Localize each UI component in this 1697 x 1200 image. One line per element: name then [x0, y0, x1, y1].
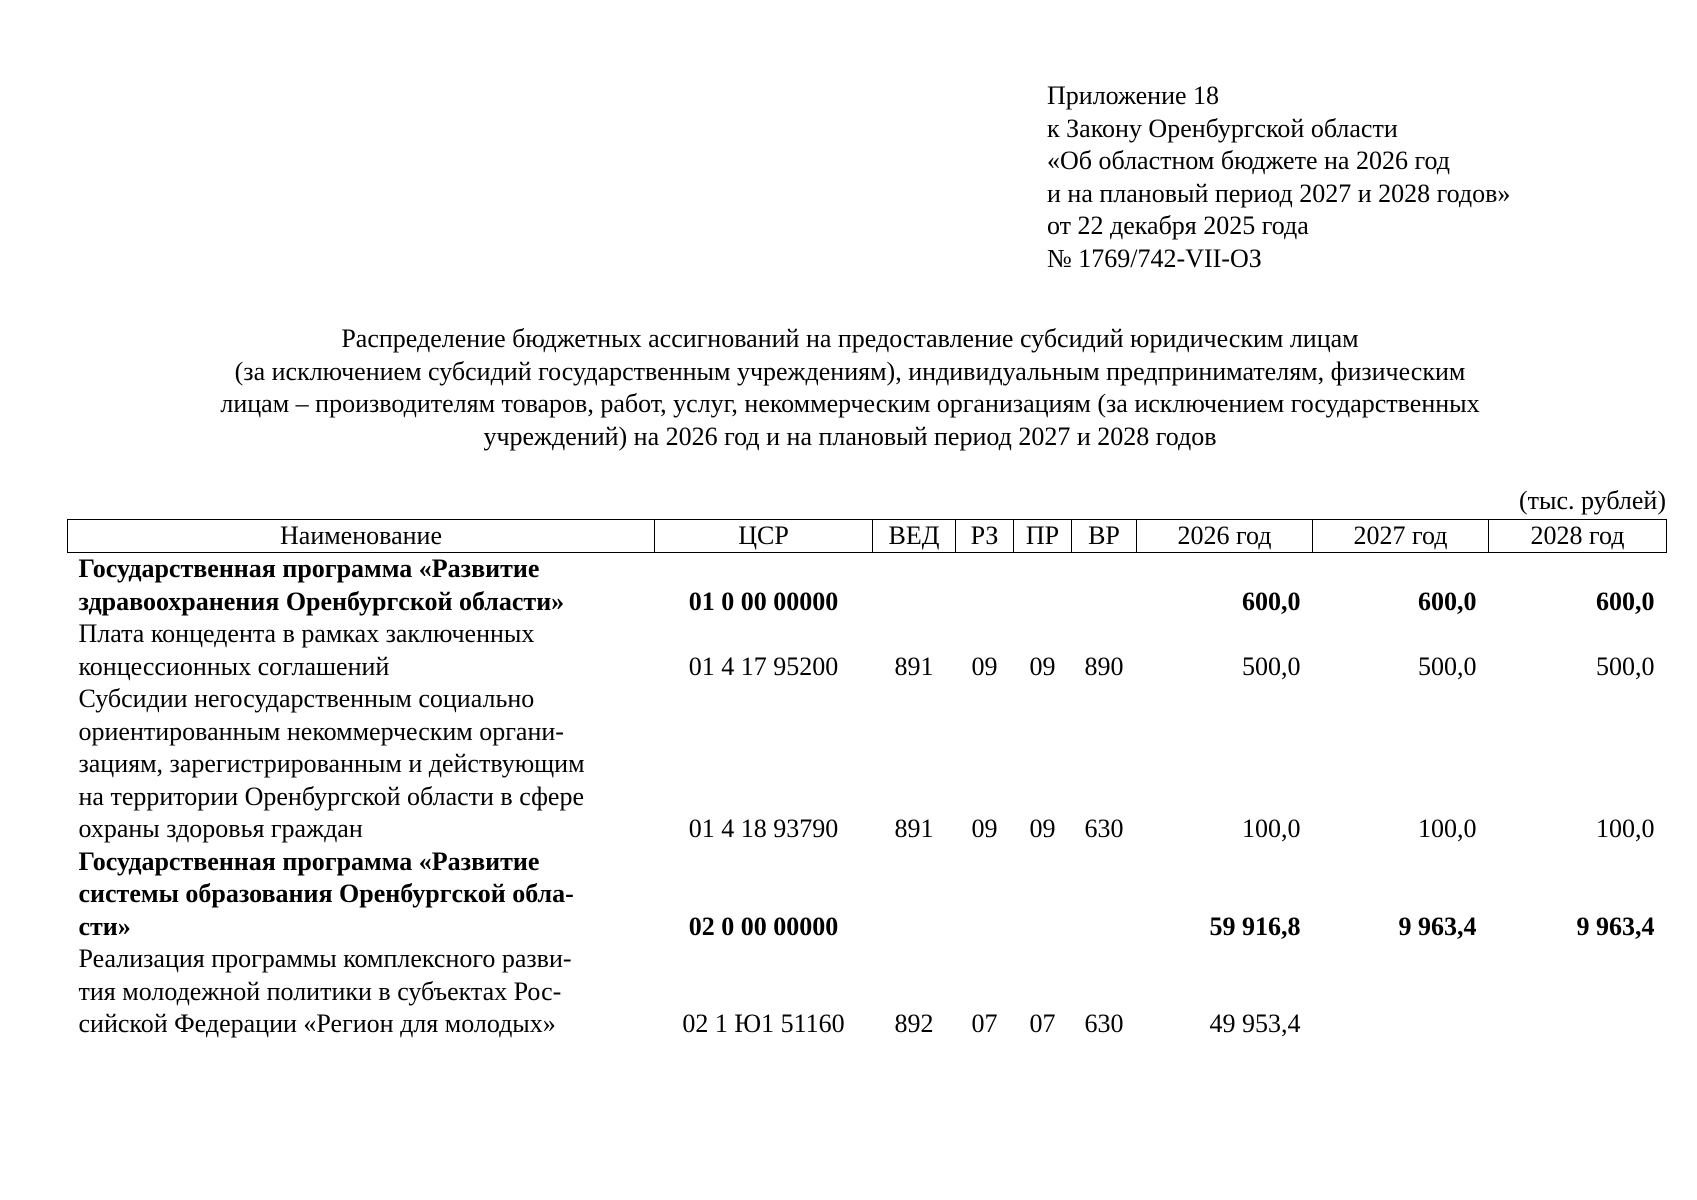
- appendix-line: и на плановый период 2027 и 2028 годов»: [1047, 178, 1511, 208]
- row-vr: 630: [1084, 814, 1124, 843]
- table-header-row: [68, 520, 1667, 553]
- row-amount-2027: 100,0: [1418, 814, 1477, 843]
- row-name: [68, 943, 655, 1041]
- table-row: [68, 553, 1667, 619]
- header-ved: ВЕД: [873, 520, 956, 553]
- row-amount-2028: 100,0: [1596, 814, 1655, 843]
- header-vr: ВР: [1072, 520, 1137, 553]
- row-ved: 891: [894, 651, 934, 681]
- row-pr: 07: [1029, 1009, 1056, 1038]
- row-ved: 892: [894, 1009, 934, 1038]
- header-year-2027: 2027 год: [1313, 520, 1489, 553]
- row-amount-2026: 100,0: [1242, 814, 1301, 843]
- header-year-2026: 2026 год: [1137, 520, 1313, 553]
- row-csr: 01 0 00 00000: [688, 586, 839, 616]
- row-csr: 01 4 17 95200: [688, 651, 839, 681]
- row-rz: 09: [971, 651, 998, 681]
- row-name-line: охраны здоровья граждан: [78, 814, 363, 843]
- row-pr: [1014, 553, 1072, 619]
- row-name: [68, 846, 655, 944]
- row-name-line: на территории Оренбургской области в сфере: [78, 781, 584, 811]
- row-vr: [1072, 846, 1137, 944]
- row-csr: 02 1 Ю1 51160: [682, 1009, 845, 1038]
- row-name-line: Реализация программы комплексного разви-: [78, 944, 572, 973]
- row-name-line: Государственная программа «Развитие: [78, 846, 540, 876]
- row-amount-2028: [1489, 943, 1667, 1041]
- appendix-line: к Закону Оренбургской области: [1047, 113, 1398, 143]
- row-name: [68, 553, 655, 619]
- row-name-line: зациям, зарегистрированным и действующим: [78, 749, 585, 778]
- header-year-2028: 2028 год: [1489, 520, 1667, 553]
- row-ved: [873, 846, 956, 944]
- row-amount-2028: 600,0: [1596, 586, 1655, 616]
- row-csr: 01 4 18 93790: [688, 814, 839, 843]
- row-rz: 09: [971, 814, 998, 843]
- row-name-line: здравоохранения Оренбургской области»: [78, 586, 565, 616]
- table-row: [68, 943, 1667, 1041]
- title-line: Распределение бюджетных ассигнований на предоставление субсидий юридическим лицам: [341, 324, 1359, 353]
- table-row: [68, 618, 1667, 683]
- row-ved: 891: [894, 814, 934, 843]
- appendix-line: Приложение 18: [1047, 81, 1220, 110]
- row-name-line: сти»: [78, 911, 131, 941]
- header-name: Наименование: [68, 520, 655, 553]
- header-rz: РЗ: [956, 520, 1014, 553]
- row-csr: 02 0 00 00000: [688, 911, 839, 941]
- row-name-line: Субсидии негосударственным социально: [78, 684, 535, 713]
- row-amount-2028: 9 963,4: [1576, 911, 1655, 941]
- table-row: [68, 846, 1667, 944]
- budget-table: [67, 519, 1667, 1041]
- document-title: [60, 323, 1640, 453]
- appendix-line: № 1769/742-VII-ОЗ: [1047, 243, 1262, 273]
- row-name-line: системы образования Оренбургской обла-: [78, 879, 574, 908]
- row-amount-2026: 49 953,4: [1209, 1009, 1301, 1038]
- row-amount-2026: 600,0: [1242, 586, 1301, 616]
- row-pr: 09: [1029, 651, 1056, 681]
- row-name: [68, 683, 655, 846]
- title-line: (за исключением субсидий государственным учреждениям), индивидуальным предпринимателям, физическим: [234, 356, 1466, 386]
- title-line: лицам – производителям товаров, работ, услуг, некоммерческим организациям (за исключением государственных: [220, 389, 1480, 418]
- row-amount-2027: 9 963,4: [1398, 911, 1477, 941]
- header-csr: ЦСР: [655, 520, 873, 553]
- row-pr: 09: [1029, 814, 1056, 843]
- appendix-line: «Об областном бюджете на 2026 год: [1047, 146, 1450, 175]
- row-amount-2026: 59 916,8: [1209, 911, 1301, 941]
- row-name-line: сийской Федерации «Регион для молодых»: [78, 1009, 556, 1038]
- row-amount-2026: 500,0: [1242, 651, 1301, 681]
- row-vr: [1072, 553, 1137, 619]
- row-ved: [873, 553, 956, 619]
- row-rz: [956, 553, 1014, 619]
- row-vr: 890: [1084, 651, 1124, 681]
- appendix-header: [1047, 80, 1510, 275]
- header-pr: ПР: [1014, 520, 1072, 553]
- row-rz: [956, 846, 1014, 944]
- row-amount-2028: 500,0: [1596, 651, 1655, 681]
- row-name-line: ориентированным некоммерческим органи-: [78, 716, 564, 746]
- table-row: [68, 683, 1667, 846]
- row-name-line: Государственная программа «Развитие: [78, 554, 540, 583]
- row-amount-2027: 600,0: [1418, 586, 1477, 616]
- row-pr: [1014, 846, 1072, 944]
- units-label: (тыс. рублей): [1518, 486, 1666, 515]
- row-name-line: тия молодежной политики в субъектах Рос-: [78, 976, 562, 1006]
- row-rz: 07: [971, 1009, 998, 1038]
- row-name: [68, 618, 655, 683]
- title-line: учреждений) на 2026 год и на плановый период 2027 и 2028 годов: [483, 421, 1217, 451]
- row-amount-2027: 500,0: [1418, 651, 1477, 681]
- appendix-line: от 22 декабря 2025 года: [1047, 211, 1309, 240]
- row-name-line: концессионных соглашений: [78, 651, 390, 681]
- row-amount-2027: [1313, 943, 1489, 1041]
- row-vr: 630: [1084, 1009, 1124, 1038]
- row-name-line: Плата концедента в рамках заключенных: [78, 619, 535, 648]
